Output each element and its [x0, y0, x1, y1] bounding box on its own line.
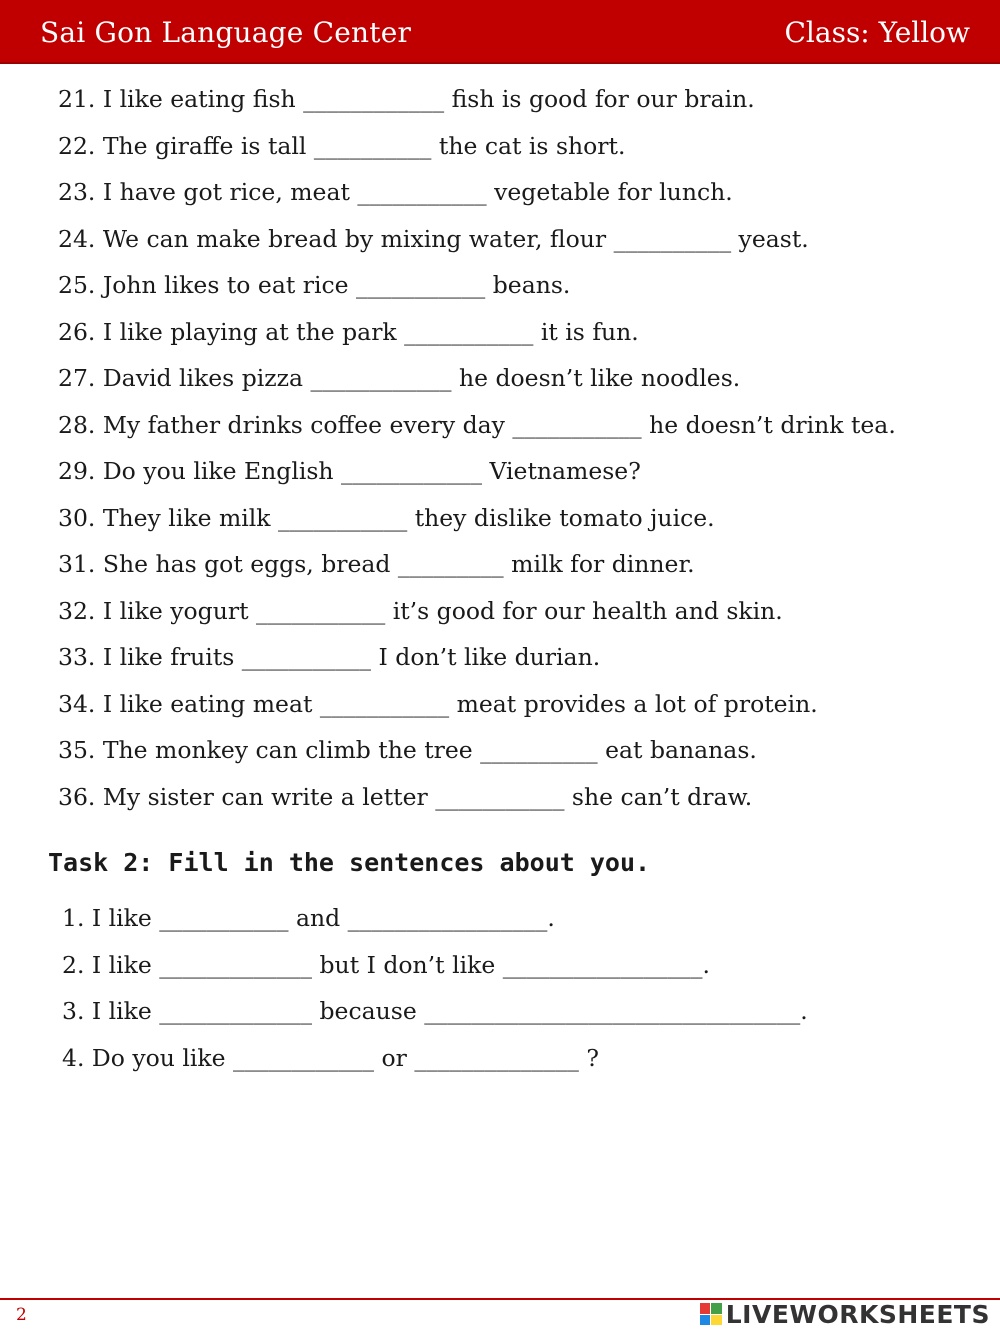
watermark-text: LIVEWORKSHEETS — [725, 1299, 990, 1329]
question-22: 22. The giraffe is tall __________ the cat is short. — [58, 132, 626, 160]
question-23: 23. I have got rice, meat ___________ vegetable for lunch. — [58, 178, 733, 206]
question-27: 27. David likes pizza ____________ he doesn’t like noodles. — [58, 364, 741, 392]
page-number: 2 — [16, 1305, 27, 1325]
task2-item-4: 4. Do you like ____________ or ______________ ? — [62, 1044, 599, 1072]
question-30: 30. They like milk ___________ they dislike tomato juice. — [58, 504, 715, 532]
question-29: 29. Do you like English ____________ Vietnamese? — [58, 457, 641, 485]
task-2-title: Task 2: Fill in the sentences about you. — [48, 848, 651, 877]
question-35: 35. The monkey can climb the tree __________ eat bananas. — [58, 736, 757, 764]
question-32: 32. I like yogurt ___________ it’s good for our health and skin. — [58, 597, 783, 625]
task2-item-2: 2. I like _____________ but I don’t like _________________. — [62, 951, 710, 979]
question-25: 25. John likes to eat rice ___________ beans. — [58, 271, 571, 299]
liveworksheets-watermark — [700, 1298, 990, 1330]
logo-square-red — [700, 1303, 711, 1314]
question-36: 36. My sister can write a letter ___________ she can’t draw. — [58, 783, 753, 811]
page-header — [0, 0, 1000, 64]
liveworksheets-logo-icon — [700, 1303, 722, 1325]
question-28: 28. My father drinks coffee every day ___________ he doesn’t drink tea. — [58, 411, 896, 439]
question-26: 26. I like playing at the park ___________ it is fun. — [58, 318, 639, 346]
question-33: 33. I like fruits ___________ I don’t like durian. — [58, 643, 601, 671]
task2-item-3: 3. I like _____________ because ________________________________. — [62, 997, 808, 1025]
question-31: 31. She has got eggs, bread _________ milk for dinner. — [58, 550, 695, 578]
task2-item-1: 1. I like ___________ and _________________. — [62, 904, 555, 932]
class-label: Class: Yellow — [784, 16, 970, 49]
question-34: 34. I like eating meat ___________ meat provides a lot of protein. — [58, 690, 818, 718]
question-21: 21. I like eating fish ____________ fish is good for our brain. — [58, 85, 755, 113]
logo-square-green — [711, 1303, 722, 1314]
question-24: 24. We can make bread by mixing water, flour __________ yeast. — [58, 225, 809, 253]
logo-square-yellow — [711, 1315, 722, 1326]
logo-square-blue — [700, 1315, 711, 1326]
center-name: Sai Gon Language Center — [40, 16, 412, 49]
